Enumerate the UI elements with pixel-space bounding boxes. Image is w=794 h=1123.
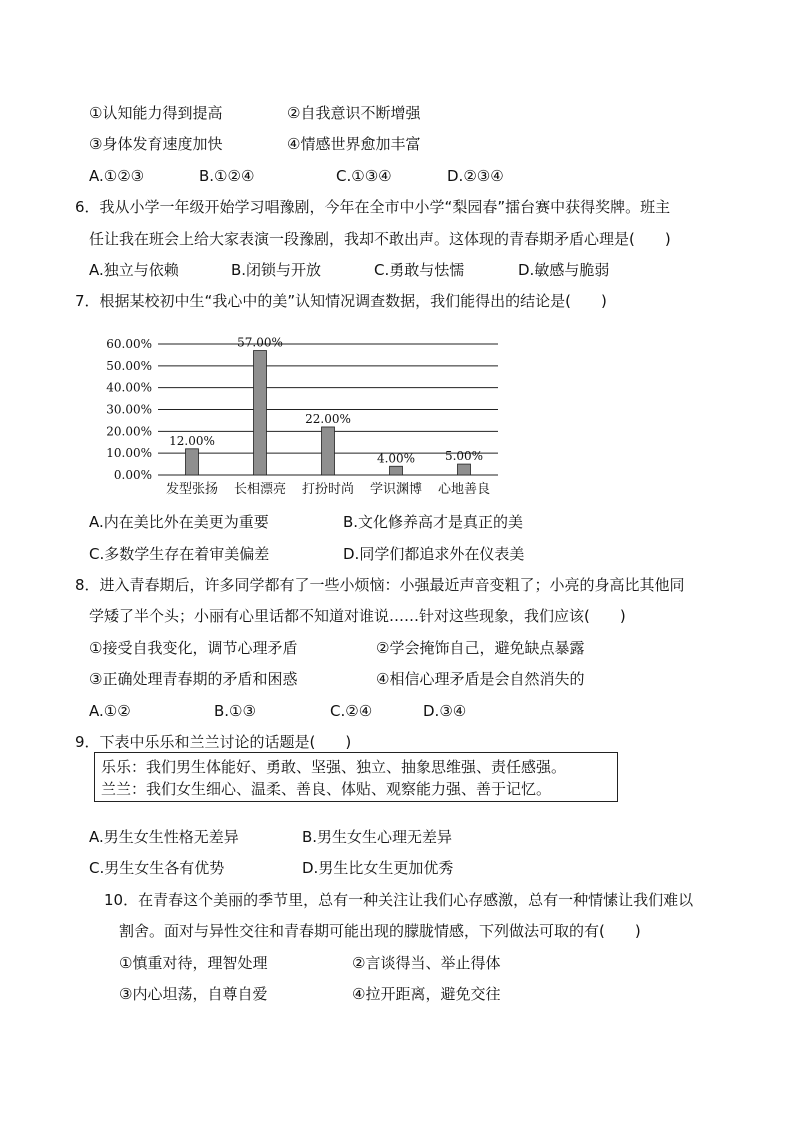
q8-choice-c: C.②④ bbox=[330, 702, 373, 720]
q10-option-4: ④拉开距离，避免交往 bbox=[352, 985, 501, 1003]
q10-option-2: ②言谈得当、举止得体 bbox=[352, 954, 501, 972]
y-tick-label: 40.00% bbox=[106, 380, 152, 395]
q8-option-1: ①接受自我变化，调节心理矛盾 bbox=[89, 639, 298, 657]
q7-choice-a: A.内在美比外在美更为重要 bbox=[89, 513, 269, 531]
bar-value-label: 12.00% bbox=[169, 433, 215, 448]
q10-option-1: ①慎重对待，理智处理 bbox=[119, 954, 268, 972]
q9-choice-a: A.男生女生性格无差异 bbox=[89, 828, 239, 846]
q5-option-3: ③身体发育速度加快 bbox=[89, 135, 223, 153]
q7-stem: 7．根据某校初中生“我心中的美”认知情况调查数据，我们能得出的结论是( ) bbox=[75, 292, 607, 310]
q6-choice-b: B.闭锁与开放 bbox=[231, 261, 322, 279]
q6-stem-line-2: 任让我在班会上给大家表演一段豫剧，我却不敢出声。这体现的青春期矛盾心理是( ) bbox=[89, 230, 671, 248]
x-category-label: 打扮时尚 bbox=[301, 482, 355, 497]
q8-option-3: ③正确处理青春期的矛盾和困惑 bbox=[89, 670, 298, 688]
q7-choice-b: B.文化修养高才是真正的美 bbox=[343, 513, 524, 531]
q7-choice-c: C.多数学生存在着审美偏差 bbox=[89, 545, 270, 563]
y-tick-label: 10.00% bbox=[106, 446, 152, 461]
dialogue-table bbox=[94, 752, 618, 802]
q5-option-2: ②自我意识不断增强 bbox=[287, 104, 421, 122]
q5-option-4: ④情感世界愈加丰富 bbox=[287, 135, 421, 153]
q5-choice-a: A.①②③ bbox=[89, 167, 145, 185]
x-category-label: 心地善良 bbox=[437, 482, 491, 497]
x-category-label: 长相漂亮 bbox=[233, 482, 287, 497]
q5-option-1: ①认知能力得到提高 bbox=[89, 104, 223, 122]
y-tick-label: 50.00% bbox=[106, 358, 152, 373]
bar-value-label: 57.00% bbox=[237, 335, 283, 350]
bar bbox=[390, 466, 403, 475]
q6-choice-d: D.敏感与脆弱 bbox=[518, 261, 610, 279]
q9-choice-d: D.男生比女生更加优秀 bbox=[302, 859, 454, 877]
q9-choice-c: C.男生女生各有优势 bbox=[89, 859, 225, 877]
q8-option-4: ④相信心理矛盾是会自然消失的 bbox=[376, 670, 585, 688]
dialogue-lanlan: 兰兰：我们女生细心、温柔、善良、体贴、观察能力强、善于记忆。 bbox=[101, 780, 552, 798]
q8-choice-d: D.③④ bbox=[423, 702, 467, 720]
q10-stem-line-1: 10．在青春这个美丽的季节里，总有一种关注让我们心存感激，总有一种情愫让我们难以 bbox=[104, 891, 694, 909]
y-tick-label: 30.00% bbox=[106, 402, 152, 417]
q8-choice-a: A.①② bbox=[89, 702, 131, 720]
bar bbox=[254, 351, 267, 475]
q8-stem-line-2: 学矮了半个头；小丽有心里话都不知道对谁说……针对这些现象，我们应该( ) bbox=[89, 607, 626, 625]
q7-choice-d: D.同学们都追求外在仪表美 bbox=[343, 545, 525, 563]
q8-choice-b: B.①③ bbox=[214, 702, 256, 720]
q5-choice-d: D.②③④ bbox=[447, 167, 504, 185]
y-tick-label: 0.00% bbox=[113, 468, 152, 482]
q6-stem-line-1: 6．我从小学一年级开始学习唱豫剧，今年在全市中小学“梨园春”擂台赛中获得奖牌。班主 bbox=[75, 198, 671, 216]
q6-choice-c: C.勇敢与怯懦 bbox=[374, 261, 465, 279]
q8-stem-line-1: 8．进入青春期后，许多同学都有了一些小烦恼：小强最近声音变粗了；小亮的身高比其他同 bbox=[75, 576, 685, 594]
q8-option-2: ②学会掩饰自己，避免缺点暴露 bbox=[376, 639, 585, 657]
y-tick-label: 20.00% bbox=[106, 424, 152, 439]
q5-choice-b: B.①②④ bbox=[199, 167, 255, 185]
dialogue-lele: 乐乐：我们男生体能好、勇敢、坚强、独立、抽象思维强、责任感强。 bbox=[101, 758, 567, 776]
bar bbox=[322, 427, 335, 475]
bar-value-label: 4.00% bbox=[376, 451, 416, 466]
q9-choice-b: B.男生女生心理无差异 bbox=[302, 828, 453, 846]
q5-choice-c: C.①③④ bbox=[336, 167, 392, 185]
bar bbox=[458, 464, 471, 475]
q10-stem-line-2: 割舍。面对与异性交往和青春期可能出现的朦胧情感，下列做法可取的有( ) bbox=[119, 922, 641, 940]
y-tick-label: 60.00% bbox=[106, 337, 152, 351]
q10-option-3: ③内心坦荡，自尊自爱 bbox=[119, 985, 268, 1003]
x-category-label: 学识渊博 bbox=[369, 482, 423, 497]
q6-choice-a: A.独立与依赖 bbox=[89, 261, 179, 279]
bar-value-label: 5.00% bbox=[444, 449, 484, 464]
x-category-label: 发型张扬 bbox=[165, 482, 219, 497]
q9-stem: 9．下表中乐乐和兰兰讨论的话题是( ) bbox=[75, 733, 352, 751]
bar-value-label: 22.00% bbox=[305, 411, 351, 426]
bar-chart bbox=[100, 325, 520, 500]
bar bbox=[186, 449, 199, 475]
